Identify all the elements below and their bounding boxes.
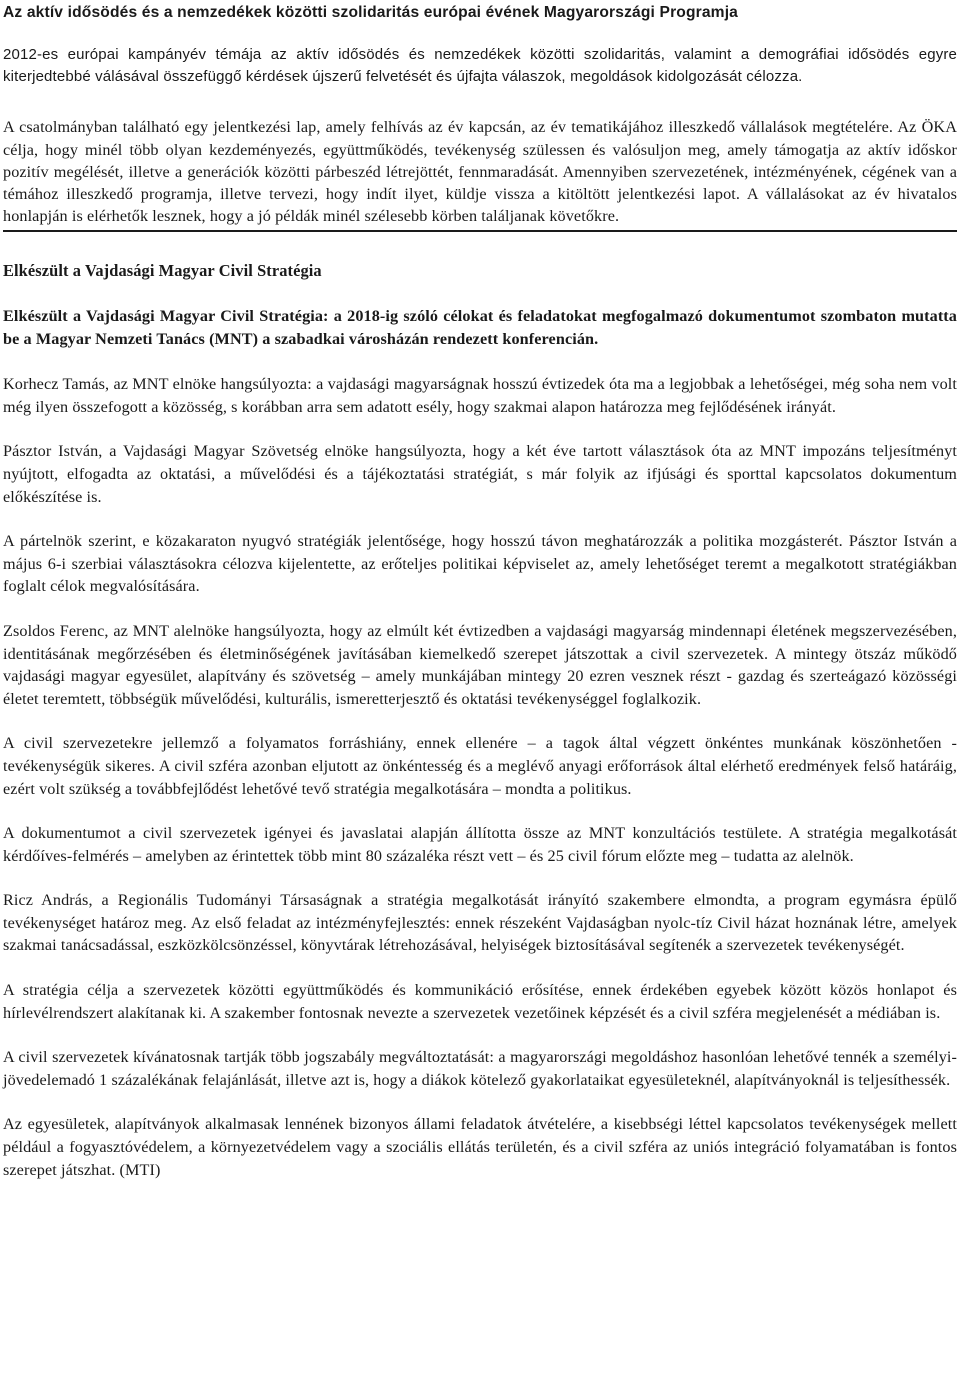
article-paragraph: A civil szervezetekre jellemző a folyamatos forráshiány, ennek ellenére – a tagok által végzett önkéntes munkának köszönhetően - tevékenységük sikeres. A civil szféra azonban eljutott az önkéntesség és a meglévő anyagi erőforrások által elérhető eredmények felső határáig, ezért volt szükség a továbbfejlődést lehetővé tevő stratégia megalkotására – mondta a politikus. [3, 734, 957, 798]
article-title: Elkészült a Vajdasági Magyar Civil Stratégia [3, 261, 322, 281]
article-paragraph: Pásztor István, a Vajdasági Magyar Szövetség elnöke hangsúlyozta, hogy a két éve tartott választások óta az MNT impozáns teljesítményt nyújtott, elfogadta az oktatási, a művelődési és a tájékoztatási stratégiát, s már folyik az ifjúsági és sporttal kapcsolatos dokumentum előkészítése is. [3, 442, 957, 506]
article-paragraph: A pártelnök szerint, e közakaraton nyugvó stratégiák jelentősége, hogy hosszú távon meghatározzák a politika mozgásterét. Pásztor István a május 6-i szerbiai választásokra célozva kijelentette, az erőteljes politikai képviselet az, amely lehetőséget teremt a megalkotott stratégiákban foglalt célok megvalósítására. [3, 532, 957, 596]
program-body-paragraph: A csatolmányban található egy jelentkezési lap, amely felhívás az év kapcsán, az év tematikájához illeszkedő vállalások megtételére. Az ÖKA célja, hogy minél több olyan kezdeményezés, együttműködés, tevékenység szülessen és valósuljon meg, amely támogatja az aktív időskor pozitív megélését, illetve a generációk közötti párbeszéd létrejöttét, fennmaradását. Amennyiben szervezetének, intézményének, cégének van a témához illeszkedő programja, illetve tervezi, hogy indít ilyet, küldje vissza a kitöltött jelentkezési lapot. A vállalásokat az év hivatalos honlapján is elérhetők lesznek, hogy a jó példák minél szélesebb körben találjanak követőkre. [3, 118, 957, 226]
program-section [3, 0, 957, 227]
program-title: Az aktív idősödés és a nemzedékek közötti szolidaritás európai évének Magyarországi Programja [3, 4, 738, 21]
article-paragraph: A civil szervezetek kívánatosnak tartják több jogszabály megváltoztatását: a magyarországi megoldáshoz hasonlóan lehetővé tennék a személyi-jövedelemadó 1 százalékának felajánlását, illetve azt is, hogy a diákok kötelező gyakorlataikat egyesületeknél, alapítványoknál is teljesíthessék. [3, 1048, 957, 1089]
strategy-article [3, 260, 957, 1181]
article-paragraph: Az egyesületek, alapítványok alkalmasak lennének bizonyos állami feladatok átvételére, a kisebbségi léttel kapcsolatos tevékenységek mellett például a fogyasztóvédelem, a környezetvédelem vagy a szociális ellátás területén, és a civil szféra az uniós integráció folyamatában is fontos szerepet játszhat. (MTI) [3, 1115, 957, 1179]
document-page [3, 0, 957, 1181]
program-intro-paragraph: 2012-es európai kampányév témája az aktív idősödés és nemzedékek közötti szolidaritás, valamint a demográfiai idősödés egyre kiterjedtebbé válásával összefüggő kérdések újszerű felvetését és újfajta válaszok, megoldások kidolgozását célozza. [3, 46, 957, 86]
article-paragraph: A stratégia célja a szervezetek közötti együttműködés és kommunikáció erősítése, ennek érdekében egyebek között közös honlapot és hírlevélrendszert alakítanak ki. A szakember fontosnak nevezte a szervezetek vezetőinek képzését és a civil szféra megjelenését a médiában is. [3, 981, 957, 1022]
section-divider [3, 230, 957, 232]
article-paragraph: Korhecz Tamás, az MNT elnöke hangsúlyozta: a vajdasági magyarságnak hosszú évtizedek óta ma a legjobbak a lehetőségei, még soha nem volt még ilyen összefogott a közösség, s korábban arra sem adatott esély, hogy szakmai alapon határozza meg fejlődésének irányát. [3, 375, 957, 416]
article-paragraph: Zsoldos Ferenc, az MNT alelnöke hangsúlyozta, hogy az elmúlt két évtizedben a vajdasági magyarság mindennapi életének megszervezésében, identitásának megőrzésében és életminőségének javításában kiemelkedő szerepet játszottak a civil szervezetek. A mintegy ötszáz működő vajdasági magyar egyesület, alapítvány és szövetség – amely munkájában mintegy 20 ezren vesznek részt - gazdag és szerteágazó közösségi életet teremtett, többségük művelődési, kulturális, ismeretterjesztő és oktatási tevékenységgel foglalkozik. [3, 621, 957, 708]
article-paragraph: A dokumentumot a civil szervezetek igényei és javaslatai alapján állította össze az MNT konzultációs testülete. A stratégia megalkotását kérdőíves-felmérés – amelyben az érintettek több mint 80 százaléka részt vett – és 25 civil fórum előzte meg – tudatta az alelnök. [3, 824, 957, 865]
article-paragraph: Ricz András, a Regionális Tudományi Társaságnak a stratégia megalkotását irányító szakembere elmondta, a program egymásra épülő tevékenységet határoz meg. Az első feladat az intézményfejlesztés: ennek részeként Vajdaságban nyolc-tíz Civil házat hoznának létre, amelyek szakmai tanácsadással, eszközkölcsönzéssel, könyvtárak létrehozásával, helyiségek biztosításával segítenék a szervezetek tevékenységét. [3, 891, 957, 955]
article-lead: Elkészült a Vajdasági Magyar Civil Stratégia: a 2018-ig szóló célokat és feladatokat megfogalmazó dokumentumot szombaton mutatta be a Magyar Nemzeti Tanács (MNT) a szabadkai városházán rendezett konferencián. [3, 307, 957, 348]
